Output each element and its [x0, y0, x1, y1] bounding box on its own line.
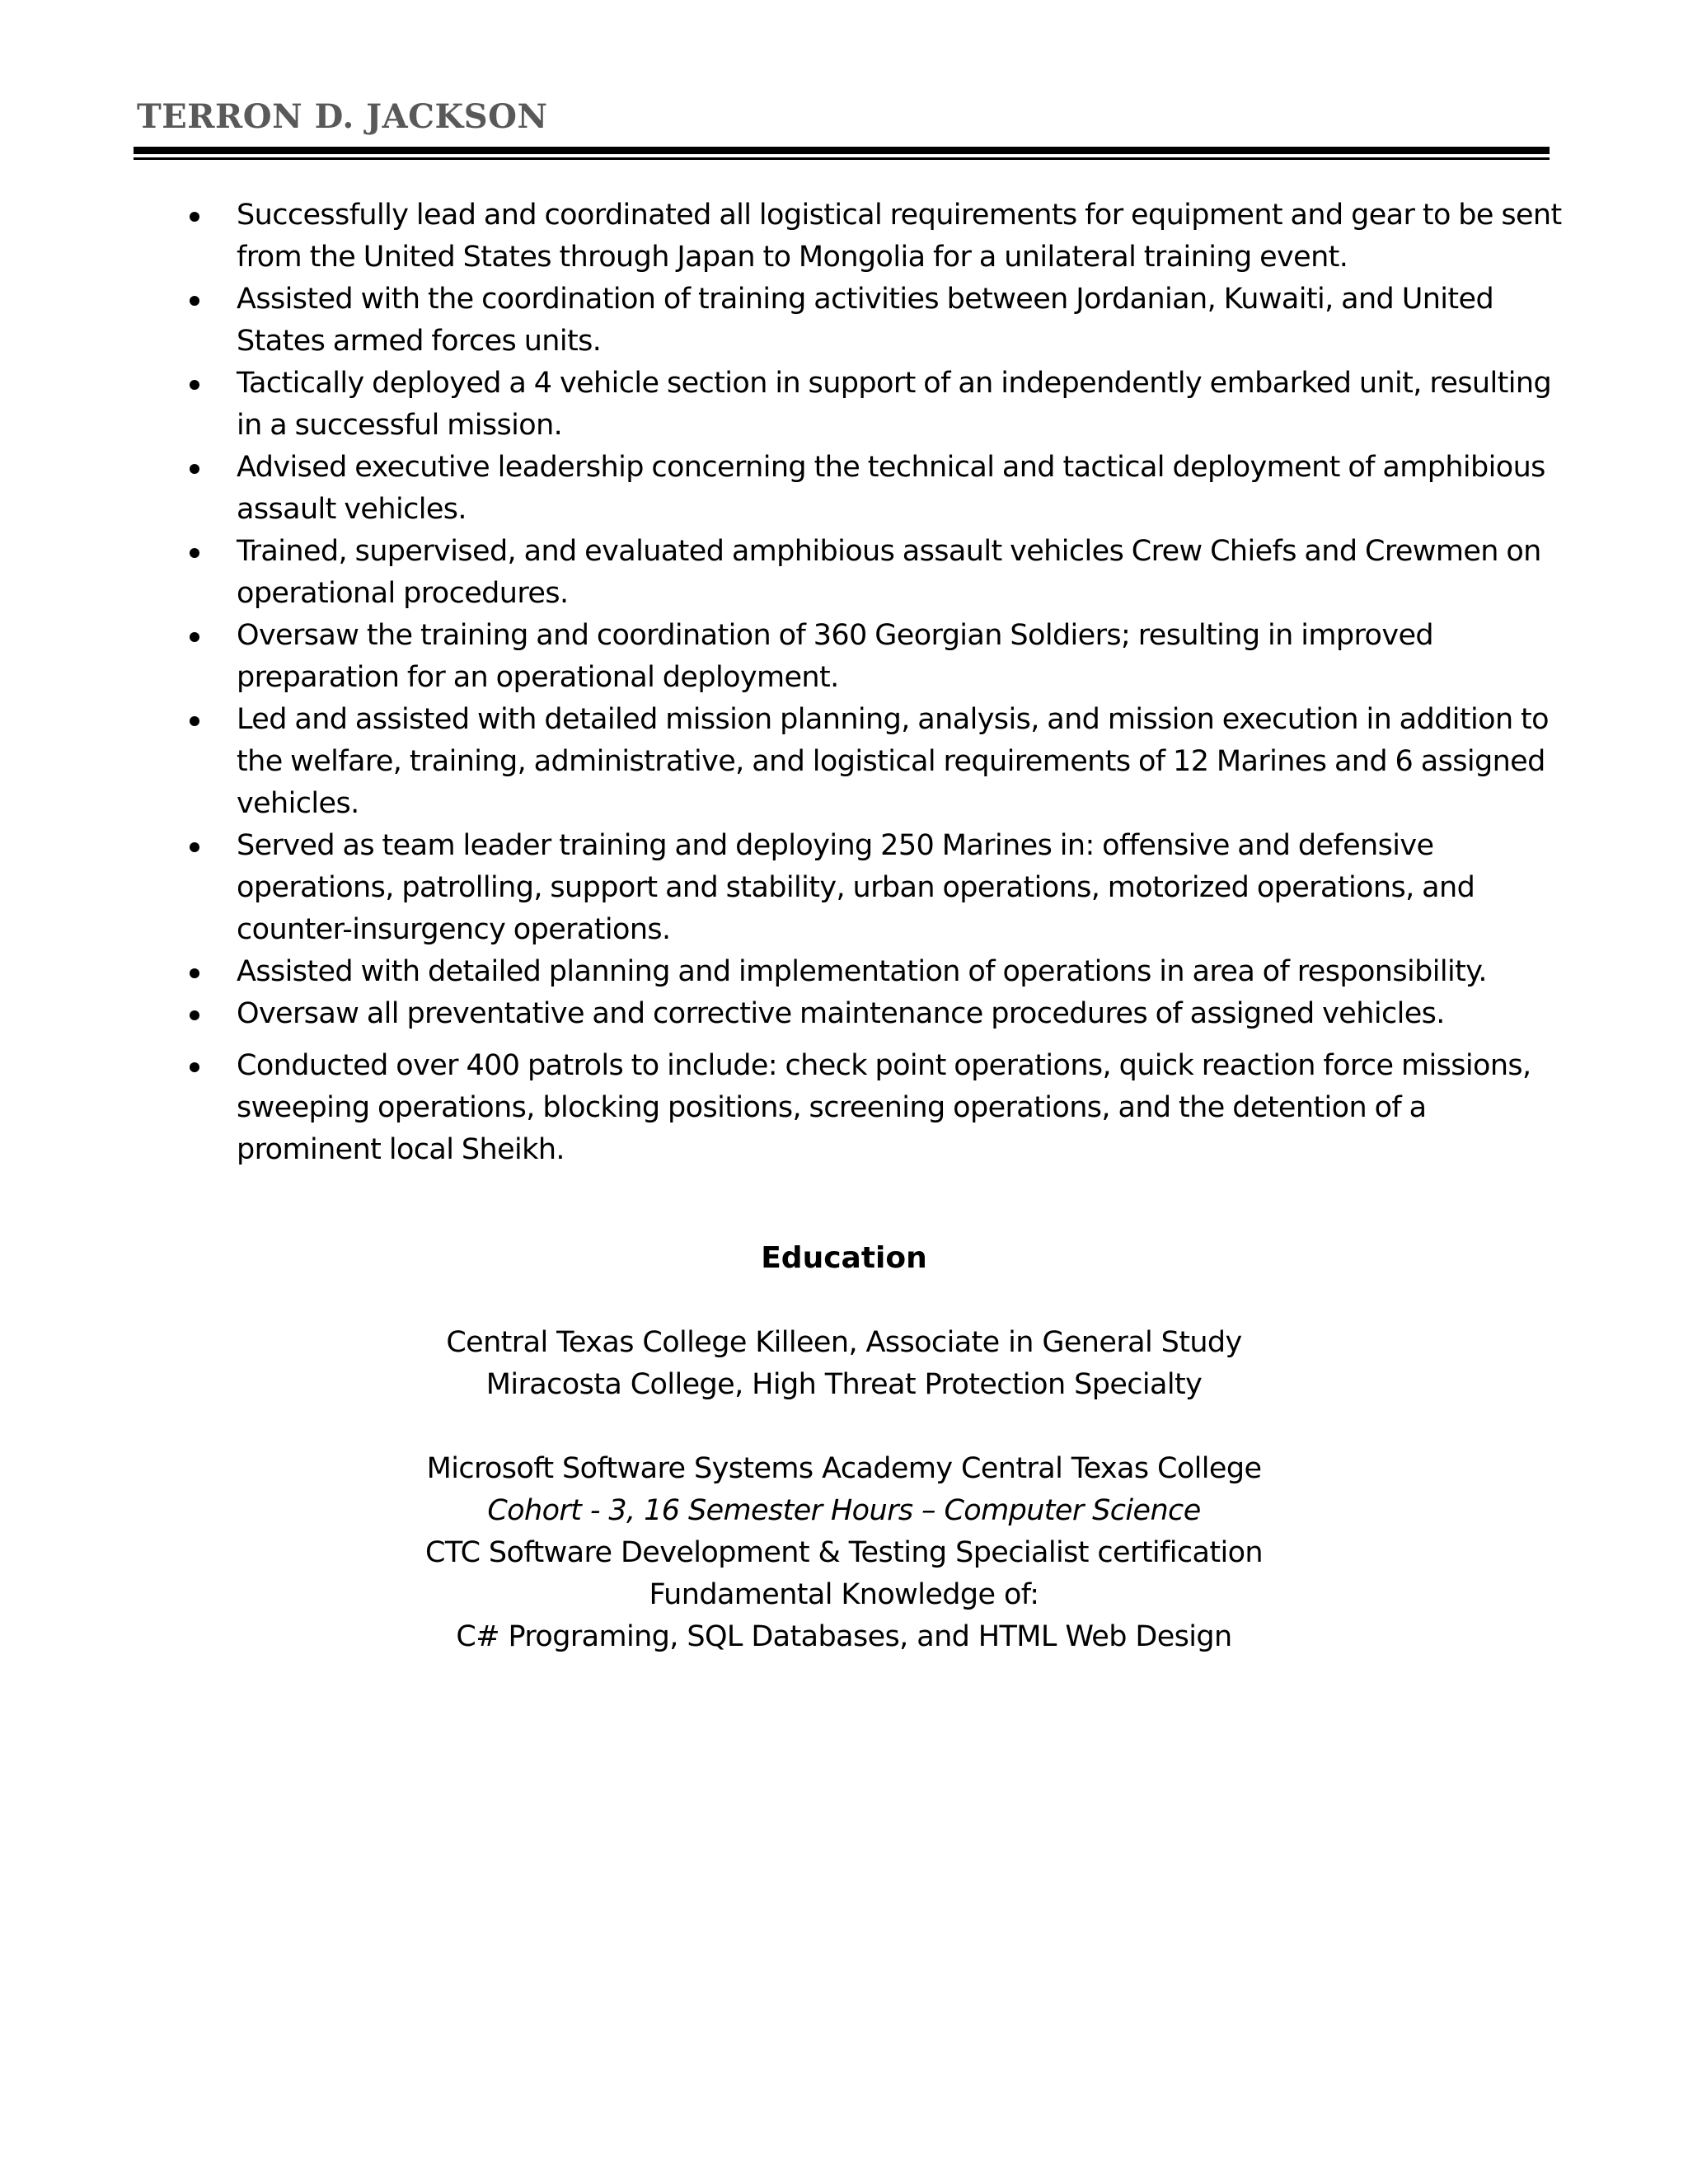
bullet-point-icon [190, 212, 199, 222]
bullet-point-icon [190, 380, 199, 390]
bullet-text: Assisted with detailed planning and implementation of operations in area of responsibility. [237, 955, 1487, 988]
bullet-point-icon [190, 1062, 199, 1072]
education-heading: Education [761, 1241, 927, 1275]
bullet-item [0, 825, 1572, 951]
education-block-degrees [0, 1322, 1688, 1406]
bullet-item [0, 447, 1572, 531]
bullet-item [0, 615, 1572, 699]
education-line: Microsoft Software Systems Academy Central Texas College [426, 1452, 1262, 1485]
bullet-text: Assisted with the coordination of training activities between Jordanian, Kuwaiti, and United States armed forces units. [237, 283, 1494, 358]
bullet-text: Trained, supervised, and evaluated amphibious assault vehicles Crew Chiefs and Crewmen on operational procedures. [237, 535, 1541, 610]
education-line: CTC Software Development & Testing Specialist certification [425, 1536, 1263, 1569]
bullet-point-icon [190, 716, 199, 726]
bullet-item [0, 699, 1572, 825]
header-rule-thick [134, 147, 1550, 154]
experience-bullet-list [0, 194, 1688, 1171]
bullet-point-icon [190, 842, 199, 852]
bullet-item [0, 363, 1572, 447]
bullet-text: Advised executive leadership concerning the technical and tactical deployment of amphibious assault vehicles. [237, 451, 1545, 526]
bullet-item [0, 194, 1572, 279]
education-line: C# Programing, SQL Databases, and HTML Web Design [456, 1620, 1232, 1653]
bullet-item [0, 993, 1572, 1035]
education-line-cohort: Cohort - 3, 16 Semester Hours – Computer Science [487, 1494, 1201, 1527]
education-block-certifications [0, 1448, 1688, 1658]
bullet-point-icon [190, 968, 199, 978]
bullet-item [0, 1045, 1572, 1171]
bullet-point-icon [190, 296, 199, 306]
education-line: Fundamental Knowledge of: [649, 1578, 1039, 1611]
bullet-text: Tactically deployed a 4 vehicle section in support of an independently embarked unit, resulting in a successful mission. [237, 367, 1552, 442]
bullet-text: Led and assisted with detailed mission planning, analysis, and mission execution in addition to the welfare, training, administrative, and logistical requirements of 12 Marines and 6 assigned vehicles. [237, 703, 1549, 820]
bullet-item [0, 531, 1572, 615]
bullet-text: Oversaw the training and coordination of 360 Georgian Soldiers; resulting in improved preparation for an operational deployment. [237, 619, 1433, 694]
education-line: Central Texas College Killeen, Associate in General Study [446, 1326, 1242, 1359]
bullet-text: Oversaw all preventative and corrective maintenance procedures of assigned vehicles. [237, 997, 1445, 1030]
bullet-point-icon [190, 548, 199, 558]
bullet-item [0, 951, 1572, 993]
bullet-point-icon [190, 1010, 199, 1020]
bullet-point-icon [190, 632, 199, 642]
header-rule-thin [134, 157, 1550, 160]
education-line: Miracosta College, High Threat Protection Specialty [485, 1368, 1203, 1401]
bullet-point-icon [190, 464, 199, 474]
bullet-text: Successfully lead and coordinated all logistical requirements for equipment and gear to be sent from the United States through Japan to Mongolia for a unilateral training event. [237, 199, 1562, 274]
bullet-text: Served as team leader training and deploying 250 Marines in: offensive and defensive operations, patrolling, support and stability, urban operations, motorized operations, and counter-insurgency operations. [237, 829, 1475, 946]
bullet-item [0, 279, 1572, 363]
resume-header-name: TERRON D. JACKSON [137, 97, 548, 136]
bullet-text: Conducted over 400 patrols to include: check point operations, quick reaction force missions, sweeping operations, blocking positions, screening operations, and the detention of a prominent local Sheikh. [237, 1049, 1531, 1166]
